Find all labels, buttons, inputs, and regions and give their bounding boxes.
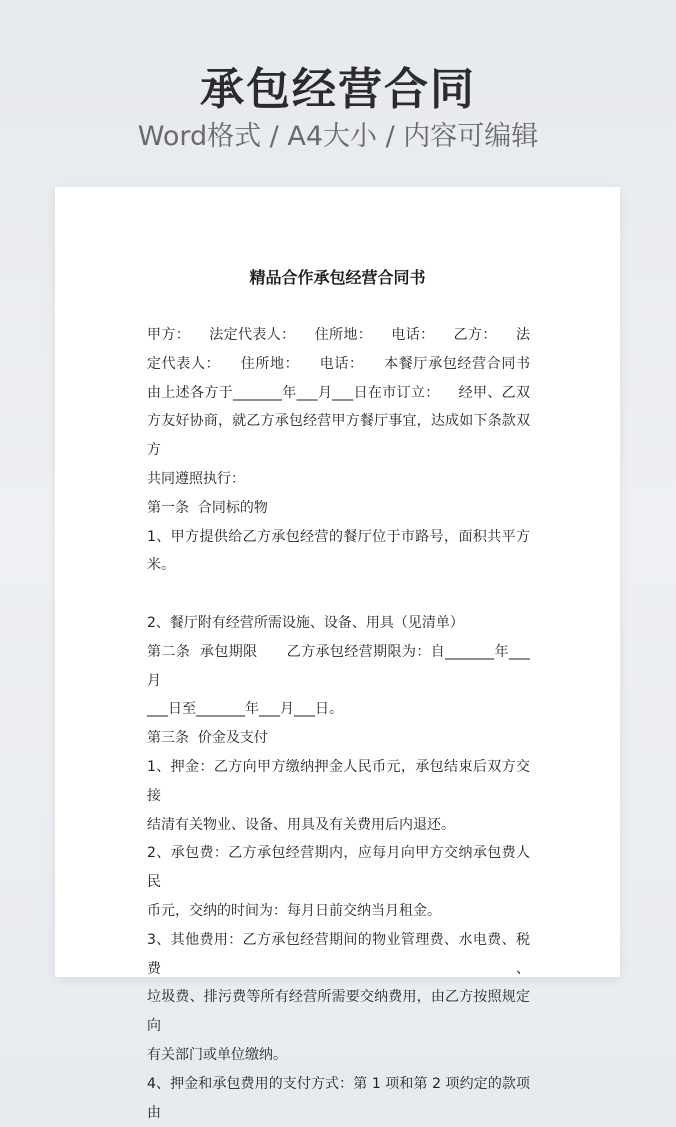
document-line: 定代表人： 住所地： 电话： 本餐厅承包经营合同书: [147, 355, 530, 372]
document-line: 第一条 合同标的物: [147, 499, 268, 516]
document-line: 垃圾费、排污费等所有经营所需要交纳费用，由乙方按照规定向: [147, 989, 530, 1035]
document-line: 由上述各方于_______年___月___日在市订立： 经甲、乙双: [147, 384, 530, 401]
document-line: 第三条 价金及支付: [147, 730, 268, 747]
document-line: 4、押金和承包费用的支付方式：第 1 项和第 2 项约定的款项由: [147, 1075, 530, 1121]
document-line: 2、承包费：乙方承包经营期内，应每月向甲方交纳承包费人民: [147, 845, 530, 891]
document-line: 币元，交纳的时间为：每月日前交纳当月租金。: [147, 902, 441, 919]
page-subtitle: Word格式 / A4大小 / 内容可编辑: [137, 121, 539, 152]
document-line: 有关部门或单位缴纳。: [147, 1046, 287, 1063]
document-line: 方友好协商，就乙方承包经营甲方餐厅事宜，达成如下条款双方: [147, 413, 530, 459]
document-line: 2、餐厅附有经营所需设施、设备、用具（见清单）: [147, 614, 464, 631]
page-title: 承包经营合同: [200, 64, 476, 115]
document-line: ___日至_______年___月___日。: [147, 701, 343, 718]
document-title: 精品合作承包经营合同书: [249, 268, 426, 287]
document-line: 1、甲方提供给乙方承包经营的餐厅位于市路号，面积共平方米。: [147, 528, 530, 574]
document-body: [147, 321, 530, 1127]
document-line: 甲方： 法定代表人： 住所地： 电话： 乙方： 法: [147, 327, 530, 343]
document-line: 第二条 承包期限 乙方承包经营期限为：自_______年___月: [147, 643, 530, 689]
document-line: 3、其他费用：乙方承包经营期间的物业管理费、水电费、税费、: [147, 931, 530, 977]
document-blank-line: [147, 580, 530, 609]
document-page: [55, 187, 620, 1121]
document-line: 共同遵照执行：: [147, 470, 245, 487]
document-line: 1、押金：乙方向甲方缴纳押金人民币元，承包结束后双方交接: [147, 758, 530, 804]
document-line: 结清有关物业、设备、用具及有关费用后内退还。: [147, 816, 455, 833]
